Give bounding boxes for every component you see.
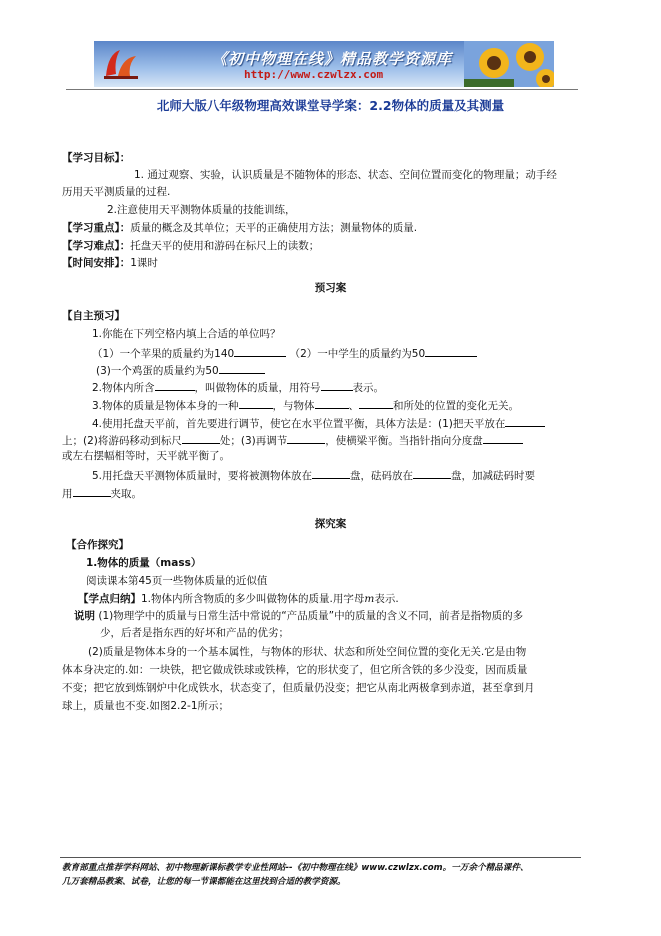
sunflower-image: [464, 41, 554, 87]
difficult-points-label: 【学习难点】：: [62, 240, 131, 252]
time-label: 【时间安排】：: [62, 257, 131, 269]
q4-part-d: ，使横梁平衡。当指针指向分度盘: [325, 435, 483, 447]
question-4-line-2: [62, 432, 523, 448]
document-title: 北师大版八年级物理高效课堂导学案：2.2物体的质量及其测量: [156, 98, 505, 113]
q4-part-c: 处；(3)再调节: [219, 435, 288, 447]
q4-part-b: 上；(2)将游码移动到标尺: [62, 435, 182, 447]
footer-line-1: 教育部重点推荐学科网站、初中物理新课标教学专业性网站--《初中物理在线》www.czwlzx.com。一万余个精品课件、: [62, 863, 529, 873]
question-3: [92, 397, 519, 413]
question-4-line-3: 或左右摆幅相等时，天平就平衡了。: [62, 450, 230, 462]
reading-instruction: 阅读课本第45页一些物体质量的近似值: [86, 575, 268, 587]
note-2-line-4: 球上，质量也不变.如图2.2-1所示；: [62, 700, 230, 712]
blank[interactable]: [155, 379, 195, 391]
key-points-text: 质量的概念及其单位；天平的正确使用方法；测量物体的质量.: [130, 222, 418, 234]
question-2: [92, 379, 384, 395]
blank[interactable]: [505, 415, 545, 427]
summary-text: 1.物体内所含物质的多少叫做物体的质量.用字母: [141, 593, 365, 605]
time-arrangement: [62, 256, 158, 270]
question-4-line-1: [92, 415, 545, 431]
q2-part-b: ，叫做物体的质量，用符号: [194, 382, 321, 394]
goal-2: 2.注意使用天平测物体质量的技能训练，: [107, 204, 296, 216]
q5-part-d: 用: [62, 488, 73, 500]
blank[interactable]: [321, 379, 353, 391]
question-5-line-1: [92, 467, 535, 483]
preview-heading: 预习案: [314, 282, 347, 294]
blank[interactable]: [359, 397, 393, 409]
blank[interactable]: [425, 345, 477, 357]
header-divider: [66, 89, 578, 90]
footer-divider: [60, 857, 581, 858]
q4-part-a: 4.使用托盘天平前，首先要进行调节，使它在水平位置平衡，具体方法是：(1)把天平放在: [92, 418, 506, 430]
q5-part-c: 盘，加减砝码时要: [451, 470, 536, 482]
learning-goals-heading: 【学习目标】：: [62, 152, 131, 164]
q5-part-e: 夹取。: [110, 488, 142, 500]
explore-heading: 探究案: [314, 518, 347, 530]
time-text: 1课时: [130, 257, 158, 269]
self-study-heading: 【自主预习】: [62, 310, 125, 322]
blank[interactable]: [315, 397, 349, 409]
cooperation-heading: 【合作探究】: [66, 539, 129, 551]
note-2-line-3: 不变；把它放到炼钢炉中化成铁水，状态变了，但质量仍没变；把它从南北两极拿到赤道，甚至拿到月: [62, 682, 535, 694]
q5-part-b: 盘，砝码放在: [350, 470, 414, 482]
q2-part-a: 2.物体内所含: [92, 382, 155, 394]
note-1-line-1: [74, 609, 523, 623]
section-mass-heading: 1.物体的质量（mass）: [86, 557, 202, 569]
question-1-egg: [96, 362, 265, 378]
blank[interactable]: [413, 467, 451, 479]
q3-part-d: 和所处的位置的变化无关。: [393, 400, 520, 412]
q1-student: （2）一中学生的质量约为50: [289, 348, 426, 360]
blank[interactable]: [239, 397, 273, 409]
question-5-line-2: [62, 485, 142, 501]
q2-part-c: 表示。: [352, 382, 385, 394]
banner-title: 《初中物理在线》精品教学资源库: [212, 50, 453, 68]
difficult-points: [62, 239, 319, 253]
header-banner: [94, 41, 554, 87]
goal-1-line-1: 1. 通过观察、实验，认识质量是不随物体的形态、状态、空间位置而变化的物理量；动手经: [134, 169, 557, 181]
summary-end: 表示.: [374, 593, 399, 605]
blank[interactable]: [287, 432, 325, 444]
site-logo-icon: [102, 46, 142, 82]
summary-line: [78, 592, 399, 606]
q3-part-c: 、: [348, 400, 360, 412]
q1-egg: (3)一个鸡蛋的质量约为50: [96, 365, 219, 377]
question-1-items: [92, 345, 477, 361]
q1-apple: （1）一个苹果的质量约为140: [92, 348, 235, 360]
blank[interactable]: [219, 362, 265, 374]
goal-1-line-2: 历用天平测质量的过程.: [62, 186, 171, 198]
q3-part-a: 3.物体的质量是物体本身的一种: [92, 400, 239, 412]
question-1: 1.你能在下列空格内填上合适的单位吗？: [92, 328, 281, 340]
q5-part-a: 5.用托盘天平测物体质量时，要将被测物体放在: [92, 470, 313, 482]
blank[interactable]: [73, 485, 111, 497]
q3-part-b: ，与物体: [272, 400, 315, 412]
mass-symbol: m: [364, 593, 375, 605]
note-1-text: (1)物理学中的质量与日常生活中常说的“产品质量”中的质量的含义不同，前者是指物质的多: [98, 610, 524, 622]
note-1-line-2: 少，后者是指东西的好坏和产品的优劣；: [100, 627, 289, 639]
blank[interactable]: [483, 432, 523, 444]
note-2-line-2: 体本身决定的.如：一块铁，把它做成铁球或铁棒，它的形状变了，但它所含铁的多少没变，因而质量: [62, 664, 528, 676]
summary-label: 【学点归纳】: [78, 593, 141, 605]
key-points: [62, 221, 417, 235]
blank[interactable]: [182, 432, 220, 444]
note-2-line-1: (2)质量是物体本身的一个基本属性，与物体的形状、状态和所处空间位置的变化无关.它是由物: [88, 646, 527, 658]
banner-url: http://www.czwlzx.com: [244, 68, 384, 81]
footer-line-2: 几万套精品教案、试卷，让您的每一节课都能在这里找到合适的教学资源。: [62, 877, 346, 887]
note-label: 说明: [74, 610, 95, 622]
blank[interactable]: [312, 467, 350, 479]
difficult-points-text: 托盘天平的使用和游码在标尺上的读数；: [130, 240, 320, 252]
key-points-label: 【学习重点】：: [62, 222, 131, 234]
blank[interactable]: [234, 345, 286, 357]
